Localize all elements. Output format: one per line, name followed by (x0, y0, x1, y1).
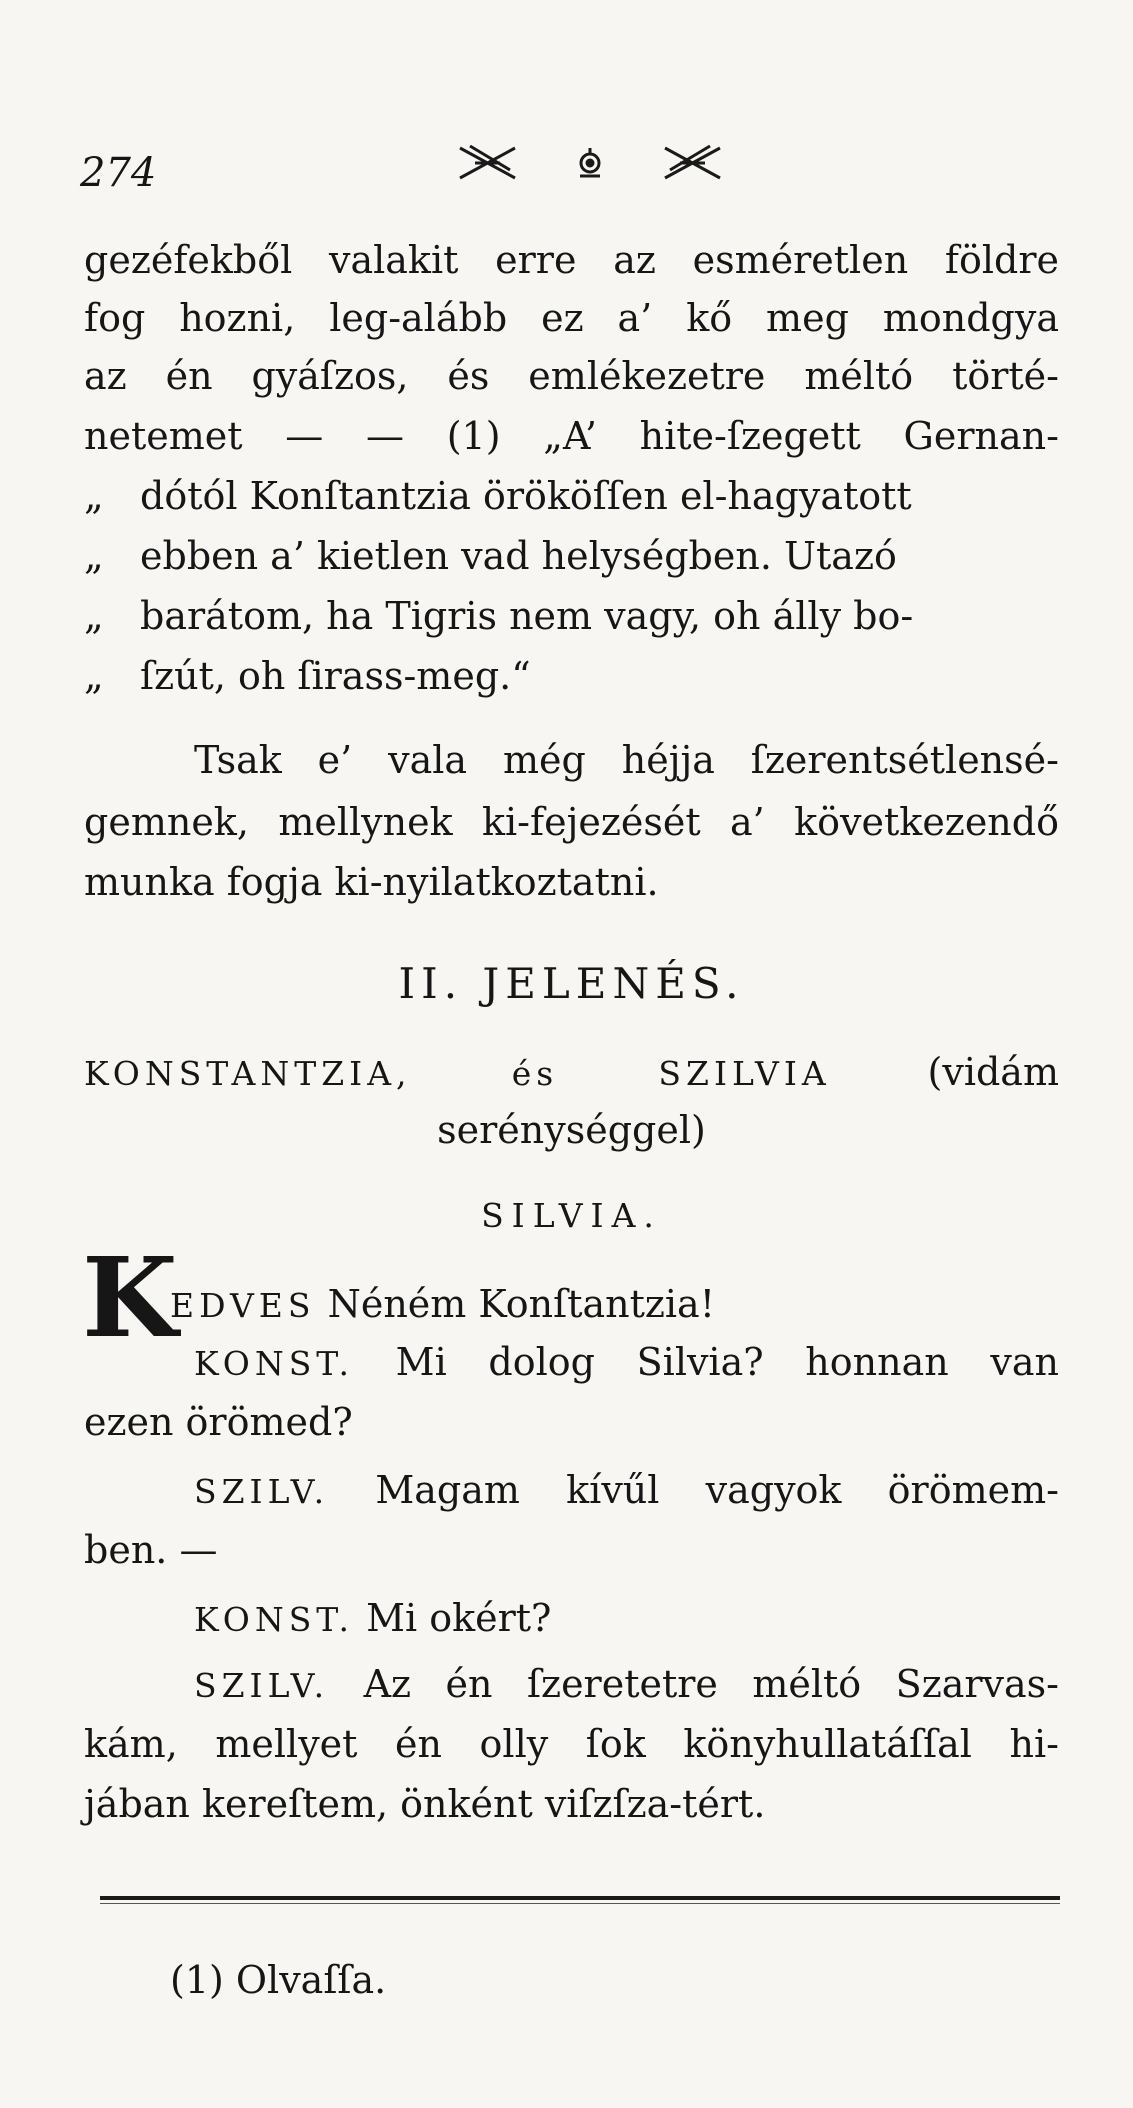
inscription-line (84, 594, 1059, 638)
small-caps-word: EDVES (170, 1286, 316, 1325)
scene-heading: II. JELENÉS. (398, 959, 745, 1008)
text-line: gezéfekből valakit erre az esméretlen földre (84, 238, 1059, 282)
dialogue-line (194, 1340, 1059, 1386)
inscription-line (84, 474, 1059, 518)
speaker-name: SZILV. (194, 1666, 330, 1705)
text-line: fog hozni, leg-alább ez a’ kő meg mondgya (84, 296, 1059, 340)
footnote: (1) Olvaſſa. (170, 1958, 387, 2002)
footnote-rule (100, 1896, 1060, 1900)
dialogue-text: Mi dolog Silvia? honnan van (395, 1340, 1059, 1384)
dialogue-line (194, 1662, 1059, 1708)
inscription-text: ſzút, oh ſirass-meg.“ (140, 654, 531, 698)
quote-mark: „ (84, 654, 104, 698)
page-number: 274 (80, 150, 157, 196)
dialogue-text: Mi okért? (366, 1596, 552, 1640)
text-line: gemnek, mellynek ki-fejezését a’ következendő (84, 800, 1059, 844)
dialogue-text: Magam kívűl vagyok örömem- (375, 1468, 1059, 1512)
stage-direction-line: serénységgel) (437, 1108, 706, 1152)
text-line: az én gyáſzos, és emlékezetre méltó törté- (84, 354, 1059, 398)
dialogue-line (170, 1282, 1050, 1328)
text-line: netemet — — (1) „A’ hite-ſzegett Gernan- (84, 414, 1059, 458)
stage-direction: (vidám (927, 1050, 1059, 1094)
quote-mark: „ (84, 474, 104, 518)
quote-mark: „ (84, 534, 104, 578)
cast-line (84, 1050, 1059, 1096)
inscription-text: dótól Konſtantzia örököſſen el-hagyatott (140, 474, 912, 518)
dialogue-line: ben. — (84, 1528, 218, 1572)
footnote-rule-thin (100, 1903, 1060, 1904)
inscription-text: ebben a’ kietlen vad helységben. Utazó (140, 534, 897, 578)
dialogue-line (194, 1596, 1059, 1642)
text-line: munka fogja ki-nyilatkoztatni. (84, 860, 659, 904)
drop-cap-initial: K (82, 1233, 178, 1362)
dialogue-line: kám, mellyet én olly ſok könyhullatáſſal hi- (84, 1722, 1059, 1766)
text-line: Tsak e’ vala még héjja ſzerentsétlensé- (194, 738, 1059, 782)
dialogue-line (194, 1468, 1059, 1514)
dialogue-line: ezen örömed? (84, 1400, 353, 1444)
speaker-heading: SILVIA. (481, 1196, 662, 1235)
fleuron-ornament-icon (455, 138, 725, 188)
inscription-line (84, 654, 1059, 698)
cast-names: KONSTANTZIA, és SZILVIA (84, 1054, 831, 1093)
dialogue-text: Az én ſzeretetre méltó Szarvas- (363, 1662, 1059, 1706)
speaker-name: SZILV. (194, 1472, 330, 1511)
dialogue-line: jában kereſtem, önként viſzſza-tért. (84, 1782, 766, 1826)
speaker-name: KONST. (194, 1600, 354, 1639)
speaker-name: KONST. (194, 1344, 354, 1383)
dialogue-text: Néném Konſtantzia! (327, 1282, 715, 1326)
inscription-line (84, 534, 1059, 578)
quote-mark: „ (84, 594, 104, 638)
inscription-text: barátom, ha Tigris nem vagy, oh álly bo- (140, 594, 914, 638)
